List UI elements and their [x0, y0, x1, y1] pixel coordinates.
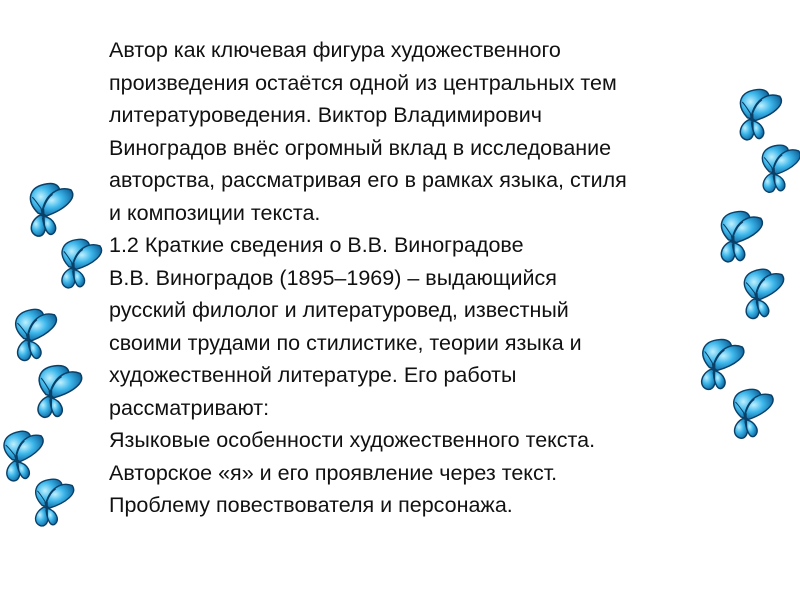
butterfly-icon	[14, 176, 83, 242]
butterfly-icon	[0, 301, 68, 367]
text-line: рассматривают:	[109, 395, 270, 420]
list-item: Языковые особенности художественного текста.	[109, 428, 596, 452]
text-line: Виноградов внёс огромный вклад в исследование	[109, 135, 612, 160]
butterfly-icon	[688, 334, 752, 394]
text-line: художественной литературе. Его работы	[109, 363, 517, 387]
butterfly-icon	[47, 233, 110, 293]
text-line: авторства, рассматривая его в рамках языка, стиля	[109, 168, 627, 192]
text-line: В.В. Виноградов (1895–1969) – выдающийся	[109, 265, 557, 290]
section-heading: 1.2 Краткие сведения о В.В. Виноградове	[109, 233, 524, 257]
list-item: Авторское «я» и его проявление через текст.	[109, 460, 558, 485]
butterfly-icon	[719, 382, 784, 444]
text-line: русский филолог и литературовед, известный	[109, 298, 569, 322]
text-line: произведения остаётся одной из центральных тем	[109, 70, 617, 95]
text-line: Автор как ключевая фигура художественного	[109, 38, 561, 62]
list-item: Проблему повествователя и персонажа.	[109, 493, 513, 517]
butterfly-icon	[725, 83, 791, 145]
text-line: литературоведения. Виктор Владимирович	[109, 103, 542, 127]
text-line: и композиции текста.	[109, 200, 321, 225]
butterfly-icon	[21, 473, 82, 531]
slide-text	[109, 34, 699, 522]
text-line: своими трудами по стилистике, теории языка и	[109, 330, 582, 355]
butterfly-icon	[749, 138, 800, 197]
butterfly-icon	[24, 360, 90, 422]
butterfly-icon	[707, 205, 771, 267]
butterfly-icon	[730, 262, 795, 325]
